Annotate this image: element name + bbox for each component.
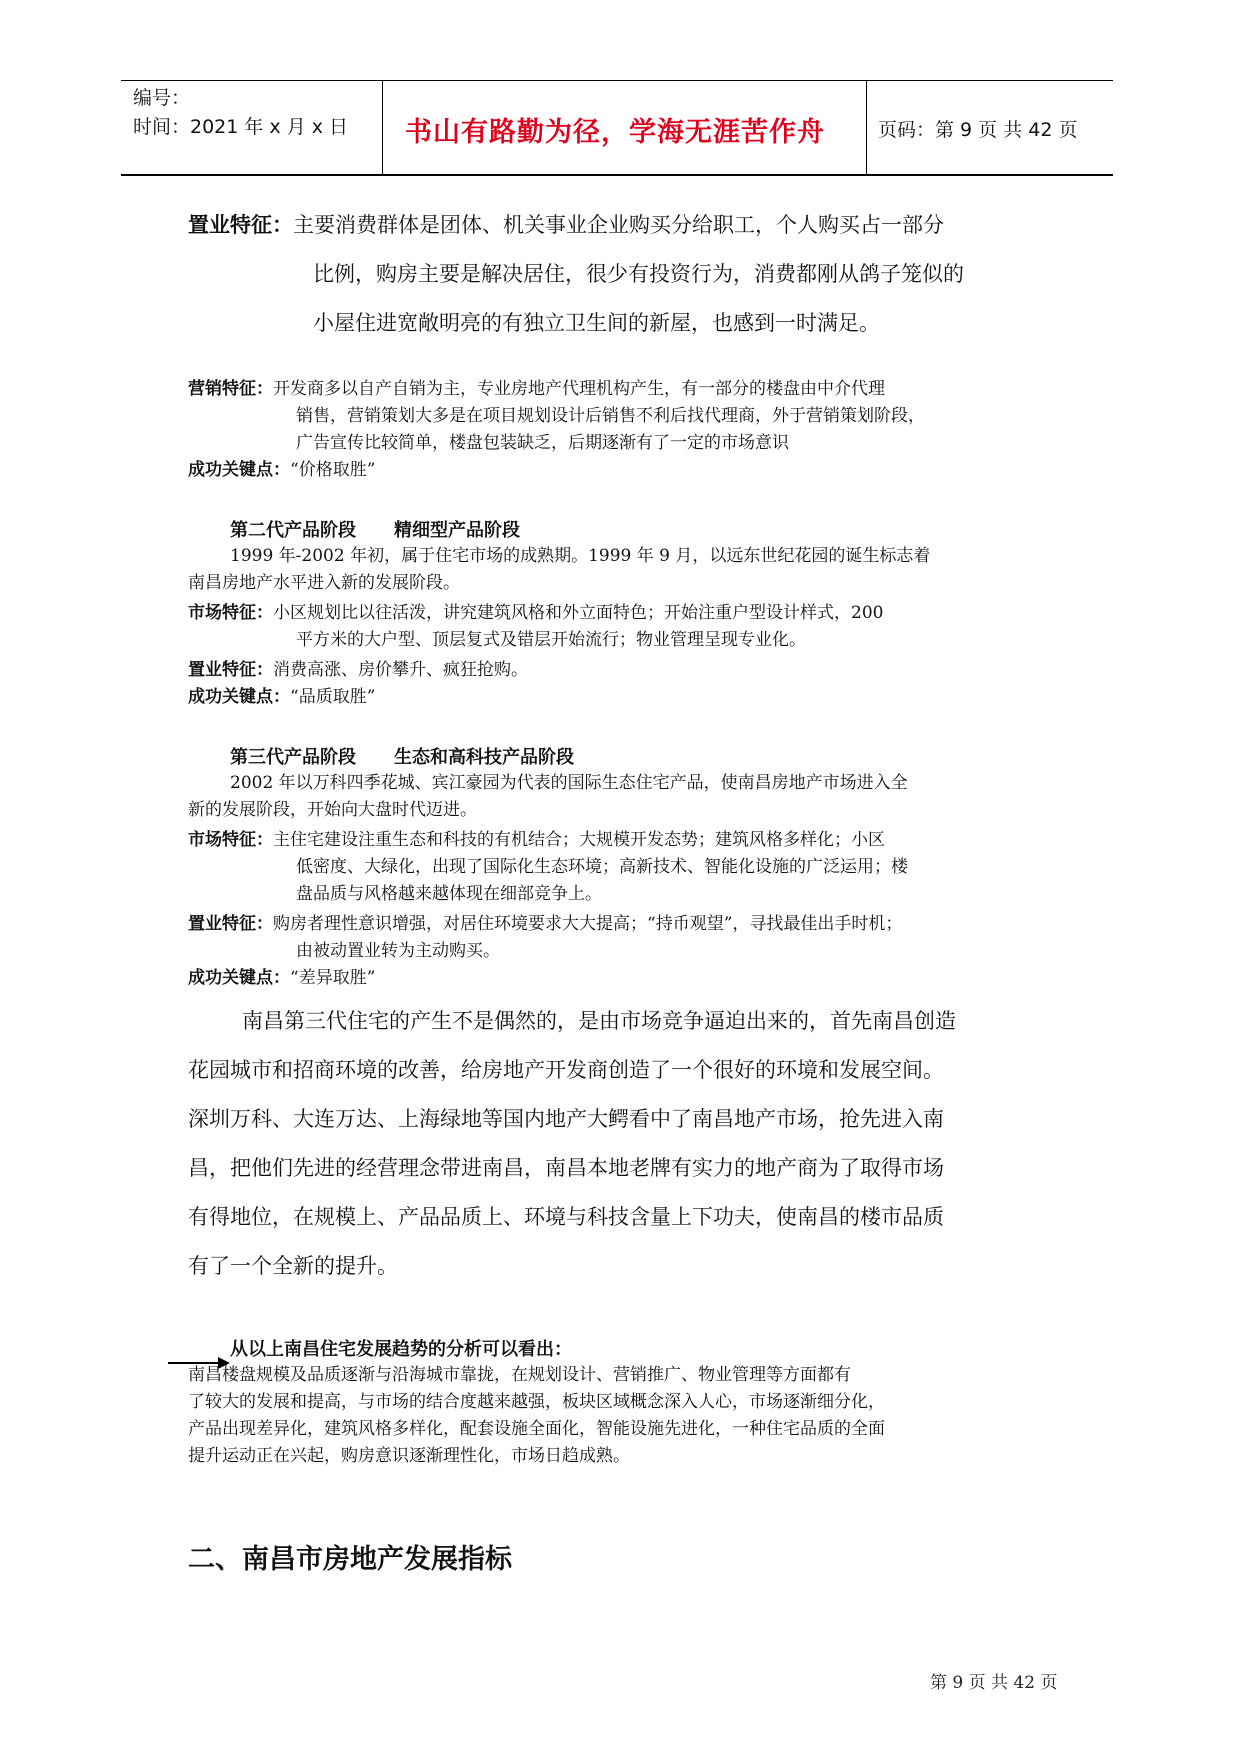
stage3-zhiye: [188, 911, 902, 938]
header-number-label: 编号：: [133, 87, 191, 109]
market-label: 市场特征：: [188, 830, 273, 850]
stage2-title: 第二代产品阶段: [230, 520, 356, 541]
paragraph-line: 南昌第三代住宅的产生不是偶然的，是由市场竞争逼迫出来的，首先南昌创造: [242, 1009, 956, 1033]
header-motto: 书山有路勤为径，学海无涯苦作舟: [405, 117, 825, 148]
market-text-line: 平方米的大户型、顶层复式及错层开始流行；物业管理呈现专业化。: [296, 630, 806, 650]
success-text: “价格取胜”: [290, 460, 376, 480]
paragraph-line: 有得地位，在规模上、产品品质上、环境与科技含量上下功夫，使南昌的楼市品质: [188, 1205, 944, 1229]
header-page-info: 页码：第 9 页 共 42 页: [878, 119, 1078, 141]
stage2-market: [188, 600, 883, 627]
page-footer: 第 9 页 共 42 页: [930, 1673, 1058, 1693]
market-text-line: 低密度、大绿化，出现了国际化生态环境；高新技术、智能化设施的广泛运用；楼: [296, 857, 908, 877]
success-label: 成功关键点：: [188, 968, 290, 988]
success-label: 成功关键点：: [188, 687, 290, 707]
success-key-1: [188, 457, 375, 484]
yingxiao-block: [188, 376, 885, 403]
conclusion-line: 了较大的发展和提高，与市场的结合度越来越强，板块区域概念深入人心，市场逐渐细分化，: [188, 1392, 885, 1412]
market-text-line: 盘品质与风格越来越体现在细部竞争上。: [296, 884, 602, 904]
conclusion-line: 提升运动正在兴起，购房意识逐渐理性化，市场日趋成熟。: [188, 1446, 630, 1466]
yingxiao-text-line: 广告宣传比较简单，楼盘包装缺乏，后期逐渐有了一定的市场意识: [296, 433, 789, 453]
stage2-success: [188, 684, 375, 711]
paragraph-line: 昌，把他们先进的经营理念带进南昌，南昌本地老牌有实力的地产商为了取得市场: [188, 1156, 944, 1180]
market-text-line: 主住宅建设注重生态和科技的有机结合；大规模开发态势；建筑风格多样化；小区: [273, 830, 885, 850]
stage2-intro-line: 南昌房地产水平进入新的发展阶段。: [188, 573, 460, 593]
paragraph-line: 深圳万科、大连万达、上海绿地等国内地产大鳄看中了南昌地产市场，抢先进入南: [188, 1107, 944, 1131]
stage3-intro-line: 新的发展阶段，开始向大盘时代迈进。: [188, 800, 477, 820]
header-time-label: 时间：2021 年 x 月 x 日: [133, 116, 349, 138]
header-divider-left: [382, 80, 383, 175]
zhiye-label: 置业特征：: [188, 660, 273, 680]
yingxiao-text-line: 销售，营销策划大多是在项目规划设计后销售不利后找代理商，外于营销策划阶段，: [296, 406, 925, 426]
yingxiao-label: 营销特征：: [188, 379, 273, 399]
stage2-heading: [230, 516, 520, 542]
zhiye-text-line: 购房者理性意识增强，对居住环境要求大大提高；“持币观望”，寻找最佳出手时机；: [273, 914, 903, 934]
market-text-line: 小区规划比以往活泼，讲究建筑风格和外立面特色；开始注重户型设计样式，200: [273, 603, 884, 623]
paragraph-line: 有了一个全新的提升。: [188, 1254, 398, 1278]
stage2-zhiye: [188, 657, 528, 684]
stage3-title: 第三代产品阶段: [230, 747, 356, 768]
conclusion-line: 南昌楼盘规模及品质逐渐与沿海城市靠拢，在规划设计、营销推广、物业管理等方面都有: [188, 1365, 851, 1385]
success-text: “品质取胜”: [290, 687, 376, 707]
stage2-subtitle: 精细型产品阶段: [394, 520, 520, 541]
zhiye-text: 消费高涨、房价攀升、疯狂抢购。: [273, 660, 528, 680]
stage3-market: [188, 827, 885, 854]
stage3-intro-line: 2002 年以万科四季花城、宾江豪园为代表的国际生态住宅产品，使南昌房地产市场进入全: [230, 773, 908, 793]
success-label: 成功关键点：: [188, 460, 290, 480]
header-bottom-rule: [121, 174, 1113, 176]
zhiye-text-line: 小屋住进宽敞明亮的有独立卫生间的新屋，也感到一时满足。: [313, 311, 880, 335]
stage3-heading: [230, 743, 574, 769]
market-label: 市场特征：: [188, 603, 273, 623]
stage3-subtitle: 生态和高科技产品阶段: [394, 747, 574, 768]
stage3-success: [188, 965, 375, 992]
zhiye-text-line: 比例，购房主要是解决居住，很少有投资行为，消费都刚从鸽子笼似的: [313, 262, 964, 286]
stage2-intro-line: 1999 年-2002 年初，属于住宅市场的成熟期。1999 年 9 月，以远东世纪花园的诞生标志着: [230, 546, 931, 566]
conclusion-line: 产品出现差异化，建筑风格多样化，配套设施全面化，智能设施先进化，一种住宅品质的全面: [188, 1419, 885, 1439]
paragraph-line: 花园城市和招商环境的改善，给房地产开发商创造了一个很好的环境和发展空间。: [188, 1058, 944, 1082]
header-divider-right: [866, 80, 867, 175]
conclusion-title: 从以上南昌住宅发展趋势的分析可以看出：: [230, 1339, 572, 1360]
zhiye-text-line: 由被动置业转为主动购买。: [296, 941, 500, 961]
zhiye-block-1: [188, 201, 944, 250]
header-top-rule: [121, 80, 1113, 81]
section-title: 二、南昌市房地产发展指标: [188, 1544, 512, 1575]
zhiye-label: 置业特征：: [188, 914, 273, 934]
success-text: “差异取胜”: [290, 968, 376, 988]
zhiye-text-line: 主要消费群体是团体、机关事业企业购买分给职工，个人购买占一部分: [293, 213, 944, 237]
zhiye-label: 置业特征：: [188, 213, 293, 237]
yingxiao-text-line: 开发商多以自产自销为主，专业房地产代理机构产生，有一部分的楼盘由中介代理: [273, 379, 885, 399]
